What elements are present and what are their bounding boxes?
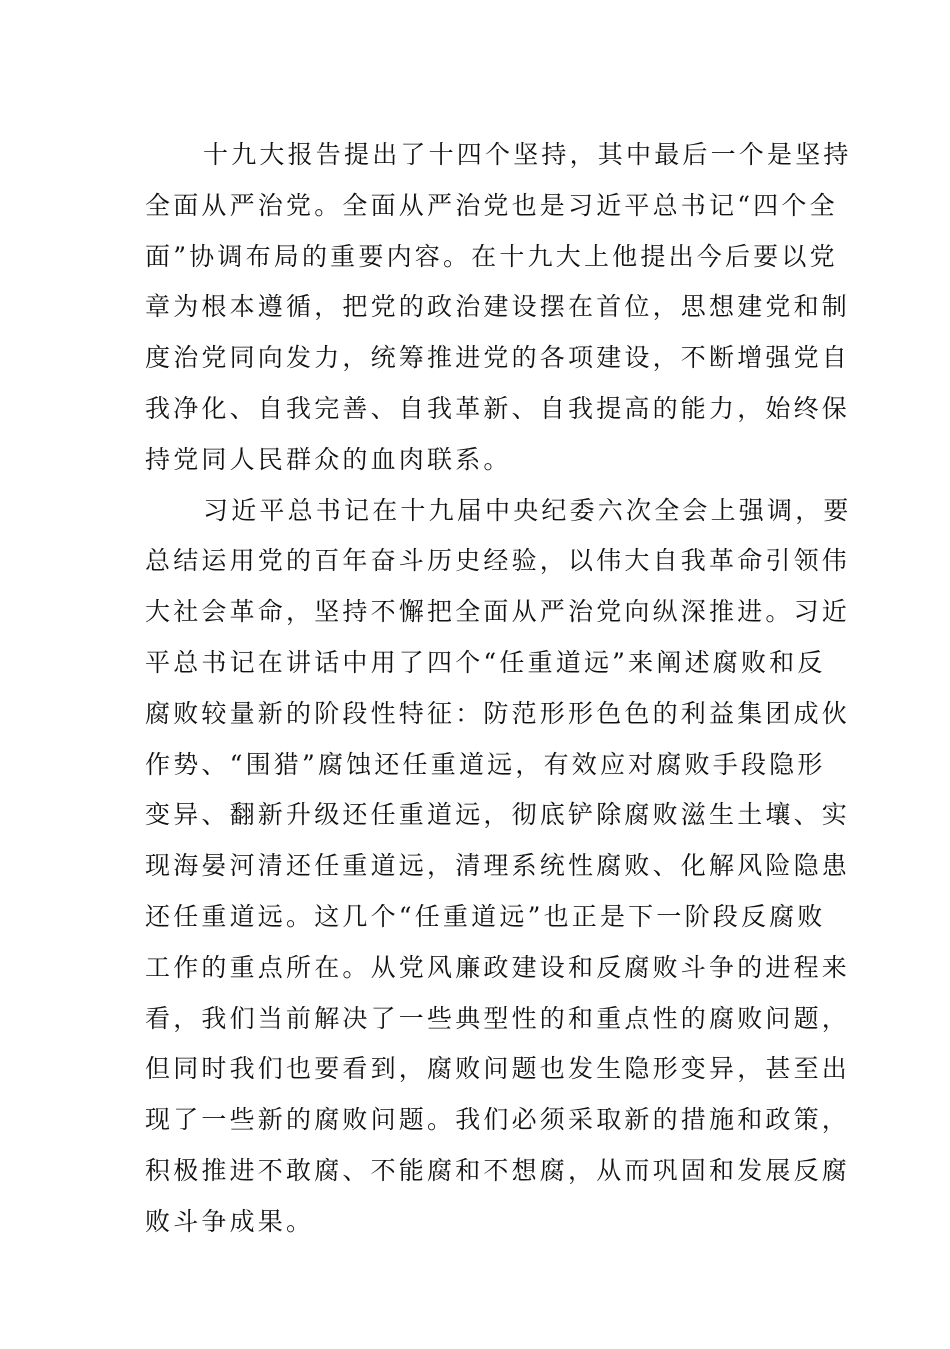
paragraph-line: 败斗争成果。 [145, 1206, 315, 1236]
paragraph-line: 章为根本遵循，把党的政治建设摆在首位，思想建党和制 [145, 292, 851, 322]
paragraph-line: 作势、“围猎”腐蚀还任重道远，有效应对腐败手段隐形 [145, 749, 826, 779]
paragraph-line: 但同时我们也要看到，腐败问题也发生隐形变异，甚至出 [145, 1054, 851, 1084]
document-body [145, 130, 852, 1349]
paragraph-line: 度治党同向发力，统筹推进党的各项建设，不断增强党自 [145, 343, 851, 373]
paragraph-line: 全面从严治党。全面从严治党也是习近平总书记“四个全 [145, 190, 838, 220]
paragraph-line: 面”协调布局的重要内容。在十九大上他提出今后要以党 [145, 241, 838, 271]
paragraph-line: 看，我们当前解决了一些典型性的和重点性的腐败问题， [145, 1003, 851, 1033]
paragraph-line: 我净化、自我完善、自我革新、自我提高的能力，始终保 [145, 393, 851, 423]
paragraph-line: 腐败较量新的阶段性特征：防范形形色色的利益集团成伙 [145, 698, 851, 728]
paragraph-1 [145, 130, 852, 486]
paragraph-line: 还任重道远。这几个“任重道远”也正是下一阶段反腐败 [145, 901, 826, 931]
paragraph-line: 总结运用党的百年奋斗历史经验，以伟大自我革命引领伟 [145, 546, 851, 576]
paragraph-line: 持党同人民群众的血肉联系。 [145, 444, 512, 474]
paragraph-line: 现海晏河清还任重道远，清理系统性腐败、化解风险隐患 [145, 851, 851, 881]
paragraph-line: 积极推进不敢腐、不能腐和不想腐，从而巩固和发展反腐 [145, 1155, 851, 1185]
paragraph-line: 十九大报告提出了十四个坚持，其中最后一个是坚持 [203, 140, 852, 169]
paragraph-line: 平总书记在讲话中用了四个“任重道远”来阐述腐败和反 [145, 647, 826, 677]
paragraph-2 [145, 486, 852, 1349]
paragraph-line [145, 1298, 785, 1349]
paragraph-line: 现了一些新的腐败问题。我们必须采取新的措施和政策， [145, 1105, 851, 1135]
paragraph-line: 大社会革命，坚持不懈把全面从严治党向纵深推进。习近 [145, 597, 851, 627]
paragraph-line [145, 1248, 785, 1299]
paragraph-line: 变异、翻新升级还任重道远，彻底铲除腐败滋生土壤、实 [145, 800, 851, 830]
paragraph-line: 工作的重点所在。从党风廉政建设和反腐败斗争的进程来 [145, 952, 851, 982]
paragraph-line: 习近平总书记在十九届中央纪委六次全会上强调，要 [203, 495, 852, 525]
